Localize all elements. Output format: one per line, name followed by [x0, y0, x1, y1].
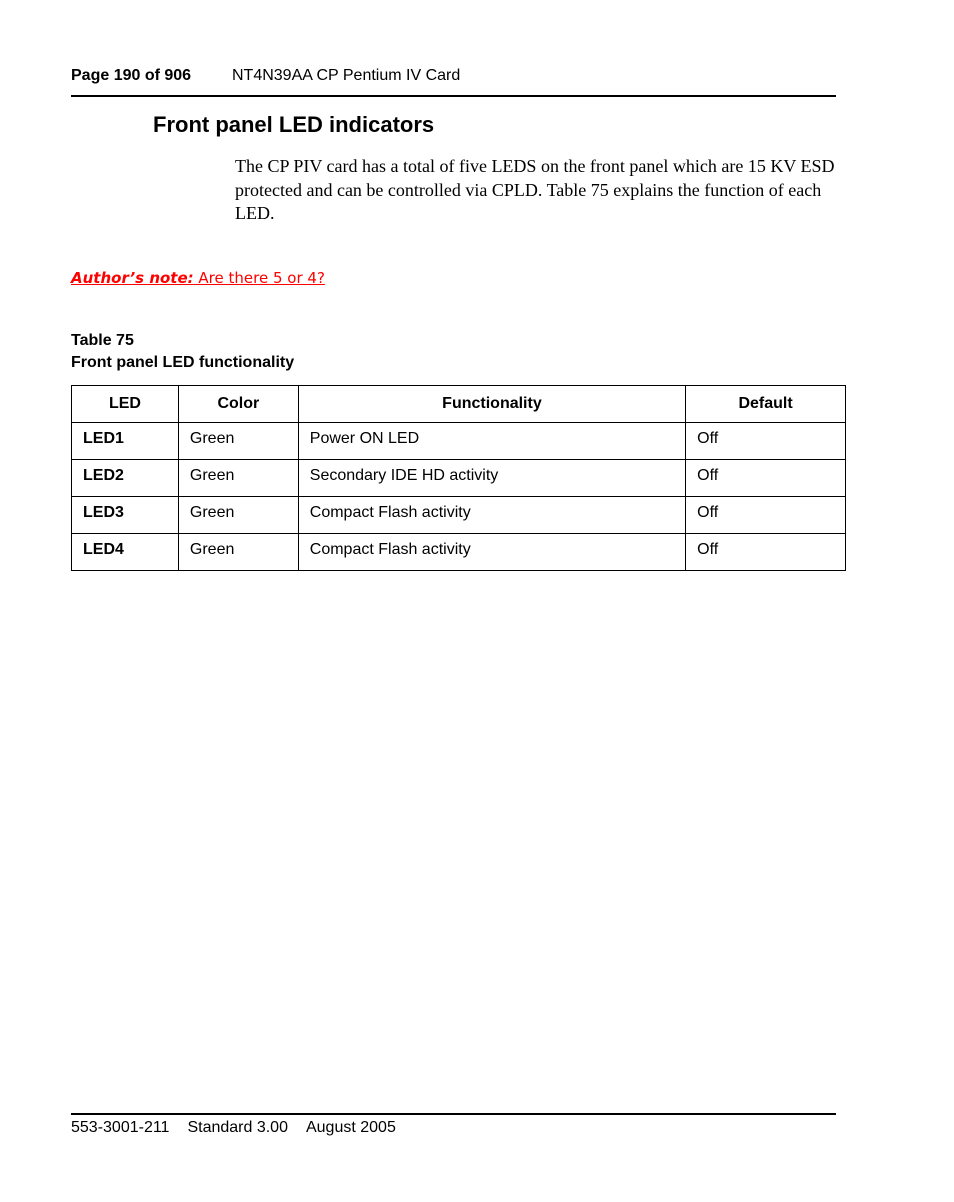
body-paragraph: The CP PIV card has a total of five LEDS on the front panel which are 15 KV ESD protected and can be controlled via CPLD. Table 75 explains the function of each LED. — [235, 156, 835, 223]
color-cell: Green — [178, 534, 298, 571]
column-header-default: Default — [686, 386, 846, 423]
table-row — [72, 534, 846, 571]
table-title: Front panel LED functionality — [71, 354, 295, 371]
color-cell: Green — [178, 423, 298, 460]
footer-doc-number: 553-3001-211 — [71, 1119, 170, 1136]
table-caption — [71, 330, 294, 374]
table-row — [72, 497, 846, 534]
footer-divider — [71, 1113, 836, 1115]
color-cell: Green — [178, 497, 298, 534]
led-functionality-table — [71, 385, 846, 571]
section-title: Front panel LED indicators — [153, 112, 435, 137]
footer-date: August 2005 — [305, 1119, 396, 1136]
table-number: Table 75 — [71, 332, 134, 349]
table-row — [72, 460, 846, 497]
led-cell: LED1 — [72, 423, 179, 460]
functionality-cell: Secondary IDE HD activity — [298, 460, 685, 497]
led-cell: LED4 — [72, 534, 179, 571]
color-cell: Green — [178, 460, 298, 497]
default-cell: Off — [686, 423, 846, 460]
page-header — [71, 66, 836, 86]
author-note-text: Are there 5 or 4? — [193, 269, 325, 287]
led-cell: LED3 — [72, 497, 179, 534]
table-header-row — [72, 386, 846, 423]
default-cell: Off — [686, 534, 846, 571]
column-header-functionality: Functionality — [298, 386, 685, 423]
column-header-color: Color — [178, 386, 298, 423]
functionality-cell: Compact Flash activity — [298, 497, 685, 534]
page-number: Page 190 of 906 — [71, 67, 192, 84]
functionality-cell: Compact Flash activity — [298, 534, 685, 571]
default-cell: Off — [686, 497, 846, 534]
author-note-label: Author’s note: — [71, 269, 194, 287]
footer-standard: Standard 3.00 — [187, 1119, 288, 1136]
document-title: NT4N39AA CP Pentium IV Card — [232, 67, 461, 84]
default-cell: Off — [686, 460, 846, 497]
header-divider — [71, 95, 836, 97]
table-row — [72, 423, 846, 460]
author-note — [71, 268, 325, 288]
page-footer — [71, 1118, 414, 1138]
functionality-cell: Power ON LED — [298, 423, 685, 460]
led-cell: LED2 — [72, 460, 179, 497]
column-header-led: LED — [72, 386, 179, 423]
